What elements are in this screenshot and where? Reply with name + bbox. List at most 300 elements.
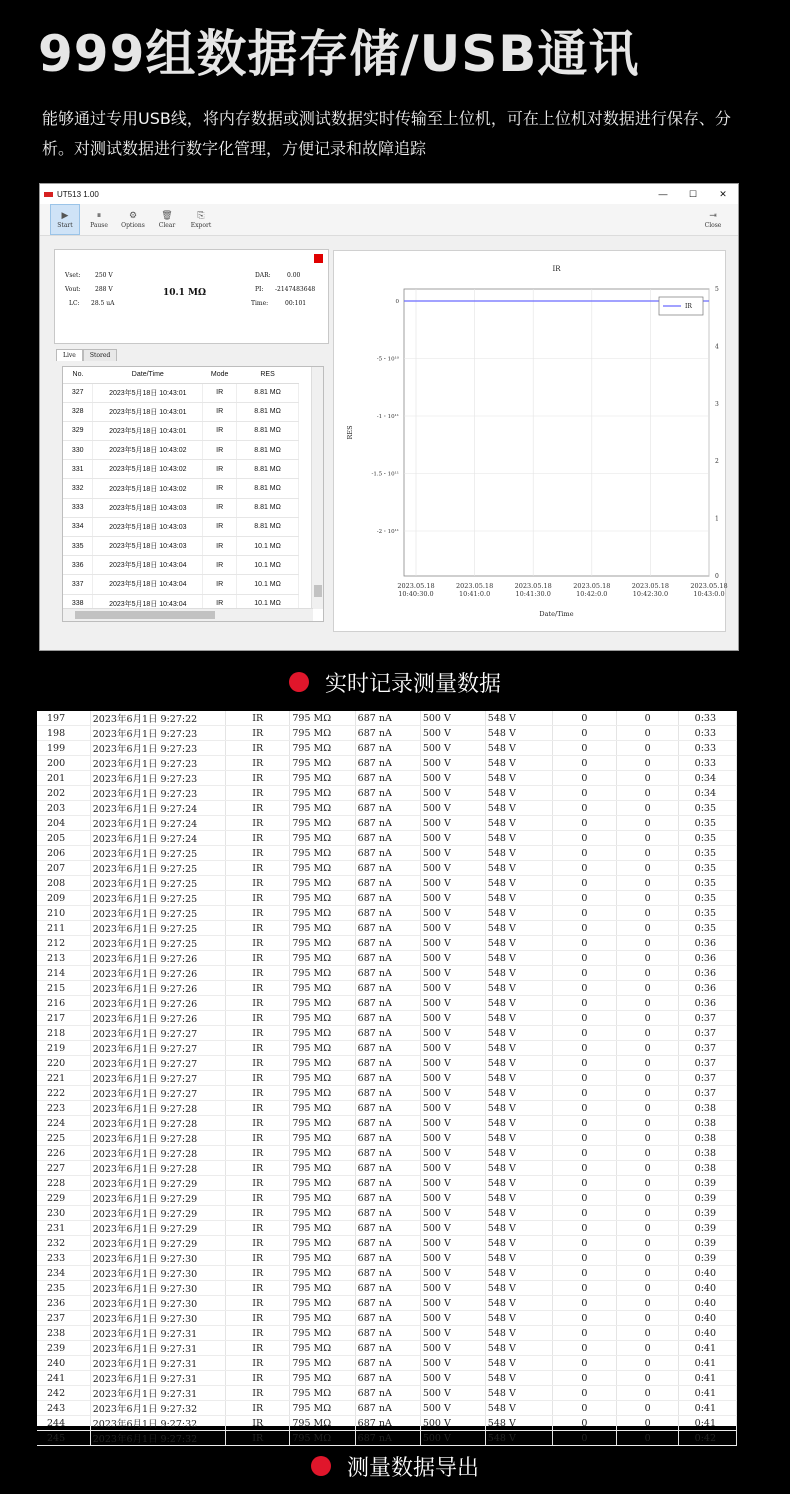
export-cell: 687 nA bbox=[355, 1071, 420, 1086]
export-cell: 2023年6月1日 9:27:23 bbox=[90, 726, 225, 741]
export-cell: 0 bbox=[552, 1221, 616, 1236]
export-cell: 795 MΩ bbox=[290, 1431, 355, 1446]
start-button[interactable] bbox=[50, 204, 80, 235]
legend-label: IR bbox=[685, 303, 692, 310]
export-cell: 2023年6月1日 9:27:29 bbox=[90, 1191, 225, 1206]
export-cell: 500 V bbox=[420, 1221, 485, 1236]
export-cell: IR bbox=[225, 1011, 289, 1026]
export-cell: 500 V bbox=[420, 1266, 485, 1281]
export-cell: 226 bbox=[37, 1146, 90, 1161]
export-cell: 2023年6月1日 9:27:23 bbox=[90, 756, 225, 771]
table-header-row bbox=[63, 367, 299, 383]
col-res[interactable]: RES bbox=[237, 367, 299, 383]
export-cell: 2023年6月1日 9:27:30 bbox=[90, 1266, 225, 1281]
export-cell: 0 bbox=[552, 1371, 616, 1386]
export-cell: IR bbox=[225, 741, 289, 756]
table-row[interactable] bbox=[63, 575, 299, 594]
export-cell: 548 V bbox=[485, 1236, 552, 1251]
export-row bbox=[37, 1041, 737, 1056]
export-cell: IR bbox=[225, 1326, 289, 1341]
export-cell: IR bbox=[225, 1341, 289, 1356]
export-cell: 0 bbox=[552, 921, 616, 936]
export-cell: 0 bbox=[552, 1236, 616, 1251]
section-realtime-title: 实时记录测量数据 bbox=[324, 671, 501, 697]
export-cell: 548 V bbox=[485, 816, 552, 831]
export-row bbox=[37, 1266, 737, 1281]
export-cell: 687 nA bbox=[355, 1386, 420, 1401]
export-cell: 548 V bbox=[485, 891, 552, 906]
export-cell: 548 V bbox=[485, 981, 552, 996]
export-cell: 0 bbox=[552, 1071, 616, 1086]
tab-stored[interactable]: Stored bbox=[83, 349, 117, 361]
table-row[interactable] bbox=[63, 383, 299, 402]
export-cell: 687 nA bbox=[355, 921, 420, 936]
export-cell: 0:35 bbox=[679, 816, 737, 831]
export-cell: 687 nA bbox=[355, 831, 420, 846]
cell-no: 334 bbox=[63, 517, 93, 536]
export-cell: 795 MΩ bbox=[290, 1191, 355, 1206]
close-app-button[interactable] bbox=[698, 204, 728, 235]
export-cell: 687 nA bbox=[355, 1236, 420, 1251]
export-cell: 500 V bbox=[420, 981, 485, 996]
export-cell: 206 bbox=[37, 846, 90, 861]
export-cell: 0:33 bbox=[679, 756, 737, 771]
export-cell: 2023年6月1日 9:27:32 bbox=[90, 1431, 225, 1446]
export-cell: 0 bbox=[616, 1401, 678, 1416]
export-cell: 2023年6月1日 9:27:28 bbox=[90, 1101, 225, 1116]
export-row bbox=[37, 1026, 737, 1041]
export-cell: 2023年6月1日 9:27:31 bbox=[90, 1326, 225, 1341]
export-cell: IR bbox=[225, 1056, 289, 1071]
export-cell: 548 V bbox=[485, 1071, 552, 1086]
export-cell: 229 bbox=[37, 1191, 90, 1206]
export-cell: 0:39 bbox=[679, 1176, 737, 1191]
export-row bbox=[37, 1086, 737, 1101]
export-cell: 235 bbox=[37, 1281, 90, 1296]
export-cell: 795 MΩ bbox=[290, 1341, 355, 1356]
col-mode[interactable]: Mode bbox=[203, 367, 237, 383]
export-cell: 687 nA bbox=[355, 1206, 420, 1221]
export-cell: 687 nA bbox=[355, 1191, 420, 1206]
export-cell: 548 V bbox=[485, 711, 552, 726]
export-cell: 0:39 bbox=[679, 1206, 737, 1221]
export-cell: 687 nA bbox=[355, 786, 420, 801]
export-cell: 795 MΩ bbox=[290, 906, 355, 921]
export-cell: 687 nA bbox=[355, 1296, 420, 1311]
export-cell: 548 V bbox=[485, 1161, 552, 1176]
start-label: Start bbox=[57, 221, 73, 229]
export-cell: IR bbox=[225, 1206, 289, 1221]
export-cell: 548 V bbox=[485, 801, 552, 816]
export-cell: 234 bbox=[37, 1266, 90, 1281]
options-button[interactable] bbox=[118, 204, 148, 235]
export-cell: 0:40 bbox=[679, 1326, 737, 1341]
export-cell: 687 nA bbox=[355, 711, 420, 726]
export-cell: 500 V bbox=[420, 786, 485, 801]
export-cell: 0:40 bbox=[679, 1311, 737, 1326]
export-cell: 0 bbox=[616, 726, 678, 741]
export-cell: 0:38 bbox=[679, 1116, 737, 1131]
maximize-button[interactable]: ☐ bbox=[688, 188, 698, 199]
export-cell: 0:40 bbox=[679, 1296, 737, 1311]
export-cell: 548 V bbox=[485, 1086, 552, 1101]
export-cell: 548 V bbox=[485, 1401, 552, 1416]
export-cell: 201 bbox=[37, 771, 90, 786]
vertical-scroll-thumb[interactable] bbox=[314, 585, 322, 597]
export-cell: 0 bbox=[552, 891, 616, 906]
export-cell: 548 V bbox=[485, 1131, 552, 1146]
title-bar bbox=[40, 184, 738, 204]
export-cell: 0 bbox=[552, 1401, 616, 1416]
table-row[interactable] bbox=[63, 441, 299, 460]
export-cell: 795 MΩ bbox=[290, 1416, 355, 1431]
export-cell: 500 V bbox=[420, 966, 485, 981]
cell-res: 8.81 MΩ bbox=[237, 383, 299, 402]
export-row bbox=[37, 1326, 737, 1341]
export-cell: 548 V bbox=[485, 996, 552, 1011]
export-row bbox=[37, 1341, 737, 1356]
export-cell: 500 V bbox=[420, 1026, 485, 1041]
export-cell: 500 V bbox=[420, 1101, 485, 1116]
export-cell: 0 bbox=[552, 726, 616, 741]
cell-mode: IR bbox=[203, 517, 237, 536]
export-cell: 687 nA bbox=[355, 1161, 420, 1176]
export-cell: 500 V bbox=[420, 1056, 485, 1071]
export-cell: 0:33 bbox=[679, 741, 737, 756]
export-cell: 0 bbox=[552, 1326, 616, 1341]
export-cell: IR bbox=[225, 996, 289, 1011]
export-cell: 500 V bbox=[420, 1131, 485, 1146]
y-tick-left: 0 bbox=[395, 299, 399, 305]
table-row[interactable] bbox=[63, 537, 299, 556]
export-cell: IR bbox=[225, 1401, 289, 1416]
export-cell: 548 V bbox=[485, 1206, 552, 1221]
cell-mode: IR bbox=[203, 479, 237, 498]
cell-no: 332 bbox=[63, 479, 93, 498]
export-cell: 500 V bbox=[420, 1041, 485, 1056]
export-cell: 500 V bbox=[420, 1296, 485, 1311]
tab-bar bbox=[56, 349, 117, 361]
export-cell: 0 bbox=[616, 861, 678, 876]
export-cell: 219 bbox=[37, 1041, 90, 1056]
export-row bbox=[37, 936, 737, 951]
export-cell: 2023年6月1日 9:27:26 bbox=[90, 1011, 225, 1026]
cell-res: 8.81 MΩ bbox=[237, 421, 299, 440]
export-cell: IR bbox=[225, 876, 289, 891]
export-cell: 548 V bbox=[485, 1281, 552, 1296]
export-cell: IR bbox=[225, 1041, 289, 1056]
export-cell: 0 bbox=[552, 876, 616, 891]
export-cell: IR bbox=[225, 816, 289, 831]
pause-button[interactable] bbox=[84, 204, 114, 235]
close-label: Close bbox=[704, 221, 722, 229]
trash-icon: 🗑 bbox=[161, 210, 173, 221]
export-cell: 2023年6月1日 9:27:30 bbox=[90, 1311, 225, 1326]
export-cell: 0 bbox=[552, 1101, 616, 1116]
export-cell: 795 MΩ bbox=[290, 981, 355, 996]
x-tick-date: 2023.05.18 bbox=[631, 582, 670, 590]
export-cell: 687 nA bbox=[355, 1131, 420, 1146]
export-cell: 500 V bbox=[420, 771, 485, 786]
cell-mode: IR bbox=[203, 421, 237, 440]
export-cell: 500 V bbox=[420, 801, 485, 816]
export-cell: 687 nA bbox=[355, 1251, 420, 1266]
window-controls bbox=[648, 189, 738, 200]
export-cell: 2023年6月1日 9:27:25 bbox=[90, 891, 225, 906]
export-cell: 2023年6月1日 9:27:29 bbox=[90, 1236, 225, 1251]
export-cell: 548 V bbox=[485, 1431, 552, 1446]
export-row bbox=[37, 1416, 737, 1431]
chart-panel bbox=[333, 250, 726, 632]
export-cell: 500 V bbox=[420, 1086, 485, 1101]
cell-no: 333 bbox=[63, 498, 93, 517]
export-cell: 237 bbox=[37, 1311, 90, 1326]
export-cell: 0:40 bbox=[679, 1266, 737, 1281]
export-cell: 0:35 bbox=[679, 891, 737, 906]
minimize-button[interactable]: — bbox=[658, 188, 668, 199]
resistance-reading: 10.1 MΩ bbox=[163, 288, 207, 298]
export-cell: 548 V bbox=[485, 1011, 552, 1026]
export-cell: IR bbox=[225, 711, 289, 726]
export-cell: 500 V bbox=[420, 1191, 485, 1206]
export-cell: 0 bbox=[616, 1296, 678, 1311]
export-icon: ⎘ bbox=[197, 210, 205, 221]
close-window-button[interactable]: ✕ bbox=[719, 188, 727, 199]
table-row[interactable] bbox=[63, 556, 299, 575]
export-cell: 0:33 bbox=[679, 726, 737, 741]
export-cell: 500 V bbox=[420, 741, 485, 756]
export-row bbox=[37, 891, 737, 906]
export-cell: 0:41 bbox=[679, 1356, 737, 1371]
export-cell: 0 bbox=[616, 1176, 678, 1191]
clear-button[interactable] bbox=[152, 204, 182, 235]
export-cell: 500 V bbox=[420, 1176, 485, 1191]
vset-label: Vset: bbox=[65, 272, 81, 279]
export-cell: 795 MΩ bbox=[290, 756, 355, 771]
export-cell: 2023年6月1日 9:27:25 bbox=[90, 921, 225, 936]
export-cell: 687 nA bbox=[355, 741, 420, 756]
export-cell: 500 V bbox=[420, 996, 485, 1011]
export-cell: 687 nA bbox=[355, 936, 420, 951]
export-cell: 0:39 bbox=[679, 1236, 737, 1251]
export-cell: 0:37 bbox=[679, 1011, 737, 1026]
table-row[interactable] bbox=[63, 421, 299, 440]
export-cell: 0 bbox=[616, 1311, 678, 1326]
export-cell: 795 MΩ bbox=[290, 1266, 355, 1281]
window-title: UT513 1.00 bbox=[57, 189, 99, 199]
export-cell: IR bbox=[225, 1026, 289, 1041]
export-button[interactable] bbox=[186, 204, 216, 235]
export-row bbox=[37, 1236, 737, 1251]
export-cell: 239 bbox=[37, 1341, 90, 1356]
export-cell: 0 bbox=[616, 1101, 678, 1116]
export-cell: IR bbox=[225, 1146, 289, 1161]
export-cell: 0 bbox=[552, 771, 616, 786]
export-cell: 0:36 bbox=[679, 996, 737, 1011]
page-headline: 999组数据存储/USB通讯 bbox=[38, 25, 640, 83]
cell-res: 10.1 MΩ bbox=[237, 556, 299, 575]
export-cell: 0 bbox=[552, 936, 616, 951]
export-row bbox=[37, 906, 737, 921]
x-tick-date: 2023.05.18 bbox=[455, 582, 494, 590]
export-cell: 687 nA bbox=[355, 981, 420, 996]
col-no[interactable]: No. bbox=[63, 367, 93, 383]
export-cell: 548 V bbox=[485, 936, 552, 951]
export-row bbox=[37, 831, 737, 846]
export-cell: 500 V bbox=[420, 1326, 485, 1341]
export-cell: 0:35 bbox=[679, 846, 737, 861]
export-row bbox=[37, 1146, 737, 1161]
export-cell: 795 MΩ bbox=[290, 846, 355, 861]
cell-res: 10.1 MΩ bbox=[237, 537, 299, 556]
vertical-scrollbar[interactable] bbox=[311, 367, 323, 609]
cell-datetime: 2023年5月18日 10:43:03 bbox=[93, 537, 203, 556]
export-cell: 687 nA bbox=[355, 1086, 420, 1101]
measurement-panel bbox=[54, 249, 329, 344]
export-cell: 0 bbox=[616, 1326, 678, 1341]
export-cell: 500 V bbox=[420, 1146, 485, 1161]
export-cell: 548 V bbox=[485, 1146, 552, 1161]
table-row[interactable] bbox=[63, 460, 299, 479]
export-cell: 795 MΩ bbox=[290, 1326, 355, 1341]
export-row bbox=[37, 846, 737, 861]
export-cell: 500 V bbox=[420, 711, 485, 726]
export-cell: 2023年6月1日 9:27:23 bbox=[90, 771, 225, 786]
export-cell: IR bbox=[225, 1101, 289, 1116]
export-cell: 0 bbox=[552, 981, 616, 996]
export-cell: 2023年6月1日 9:27:25 bbox=[90, 861, 225, 876]
y-tick-right: 1 bbox=[715, 515, 719, 523]
export-cell: 0:38 bbox=[679, 1161, 737, 1176]
tab-live[interactable]: Live bbox=[56, 349, 83, 361]
export-row bbox=[37, 996, 737, 1011]
export-cell: IR bbox=[225, 1431, 289, 1446]
export-cell: 0:36 bbox=[679, 936, 737, 951]
export-cell: 795 MΩ bbox=[290, 1401, 355, 1416]
export-row bbox=[37, 876, 737, 891]
export-cell: 0 bbox=[552, 1266, 616, 1281]
export-cell: IR bbox=[225, 1191, 289, 1206]
export-cell: 210 bbox=[37, 906, 90, 921]
export-row bbox=[37, 1296, 737, 1311]
export-row bbox=[37, 1161, 737, 1176]
export-cell: 500 V bbox=[420, 1311, 485, 1326]
export-row bbox=[37, 786, 737, 801]
table-row[interactable] bbox=[63, 498, 299, 517]
export-cell: 2023年6月1日 9:27:27 bbox=[90, 1056, 225, 1071]
export-row bbox=[37, 726, 737, 741]
export-cell: 0 bbox=[552, 1116, 616, 1131]
export-cell: 548 V bbox=[485, 1191, 552, 1206]
export-cell: IR bbox=[225, 951, 289, 966]
cell-datetime: 2023年5月18日 10:43:01 bbox=[93, 383, 203, 402]
export-cell: 0 bbox=[616, 771, 678, 786]
export-cell: 795 MΩ bbox=[290, 786, 355, 801]
export-cell: 0 bbox=[616, 1281, 678, 1296]
export-cell: 0 bbox=[552, 1056, 616, 1071]
export-cell: 2023年6月1日 9:27:29 bbox=[90, 1176, 225, 1191]
export-cell: 231 bbox=[37, 1221, 90, 1236]
cell-no: 331 bbox=[63, 460, 93, 479]
export-cell: 0 bbox=[616, 1191, 678, 1206]
export-cell: 2023年6月1日 9:27:26 bbox=[90, 981, 225, 996]
export-cell: 0 bbox=[616, 831, 678, 846]
export-cell: 217 bbox=[37, 1011, 90, 1026]
export-cell: 0 bbox=[616, 1341, 678, 1356]
export-cell: 0 bbox=[616, 1251, 678, 1266]
export-cell: 2023年6月1日 9:27:27 bbox=[90, 1026, 225, 1041]
export-cell: 795 MΩ bbox=[290, 1386, 355, 1401]
export-cell: 232 bbox=[37, 1236, 90, 1251]
export-cell: 795 MΩ bbox=[290, 1161, 355, 1176]
live-data-table bbox=[62, 366, 324, 622]
export-cell: 548 V bbox=[485, 1176, 552, 1191]
export-cell: 548 V bbox=[485, 1386, 552, 1401]
export-cell: 0:35 bbox=[679, 831, 737, 846]
export-cell: 0 bbox=[616, 1356, 678, 1371]
export-cell: 0:39 bbox=[679, 1191, 737, 1206]
export-cell: 230 bbox=[37, 1206, 90, 1221]
export-cell: 0 bbox=[552, 1416, 616, 1431]
cell-res: 10.1 MΩ bbox=[237, 594, 299, 613]
x-axis-label: Date/Time bbox=[539, 610, 574, 618]
export-row bbox=[37, 1011, 737, 1026]
export-cell: 0 bbox=[616, 936, 678, 951]
export-cell: 0 bbox=[616, 1086, 678, 1101]
export-cell: 795 MΩ bbox=[290, 1026, 355, 1041]
col-datetime[interactable]: Date/Time bbox=[93, 367, 203, 383]
export-cell: 0:37 bbox=[679, 1056, 737, 1071]
cell-datetime: 2023年5月18日 10:43:04 bbox=[93, 556, 203, 575]
table-row[interactable] bbox=[63, 479, 299, 498]
export-cell: 0:36 bbox=[679, 966, 737, 981]
export-row bbox=[37, 1101, 737, 1116]
export-cell: IR bbox=[225, 1386, 289, 1401]
export-row bbox=[37, 981, 737, 996]
x-tick-time: 10:40:30.0 bbox=[398, 590, 434, 598]
cell-datetime: 2023年5月18日 10:43:03 bbox=[93, 517, 203, 536]
export-cell: 548 V bbox=[485, 831, 552, 846]
export-cell: 213 bbox=[37, 951, 90, 966]
export-cell: 241 bbox=[37, 1371, 90, 1386]
export-cell: 215 bbox=[37, 981, 90, 996]
export-cell: 203 bbox=[37, 801, 90, 816]
horizontal-scroll-thumb[interactable] bbox=[75, 611, 215, 619]
gear-icon: ⚙ bbox=[128, 210, 138, 221]
export-cell: IR bbox=[225, 921, 289, 936]
export-cell: 0 bbox=[616, 996, 678, 1011]
export-cell: 687 nA bbox=[355, 996, 420, 1011]
table-row[interactable] bbox=[63, 517, 299, 536]
export-cell: 0 bbox=[616, 846, 678, 861]
export-cell: 687 nA bbox=[355, 1221, 420, 1236]
export-row bbox=[37, 1251, 737, 1266]
export-cell: 2023年6月1日 9:27:24 bbox=[90, 816, 225, 831]
export-cell: 0 bbox=[616, 1416, 678, 1431]
export-row bbox=[37, 1131, 737, 1146]
export-cell: 500 V bbox=[420, 1251, 485, 1266]
export-row bbox=[37, 756, 737, 771]
table-row[interactable] bbox=[63, 402, 299, 421]
export-cell: 795 MΩ bbox=[290, 1251, 355, 1266]
horizontal-scrollbar[interactable] bbox=[63, 608, 313, 621]
export-cell: 0 bbox=[552, 1011, 616, 1026]
cell-mode: IR bbox=[203, 383, 237, 402]
export-cell: 548 V bbox=[485, 906, 552, 921]
export-cell: 0 bbox=[616, 1131, 678, 1146]
cell-no: 338 bbox=[63, 594, 93, 613]
export-cell: 548 V bbox=[485, 966, 552, 981]
